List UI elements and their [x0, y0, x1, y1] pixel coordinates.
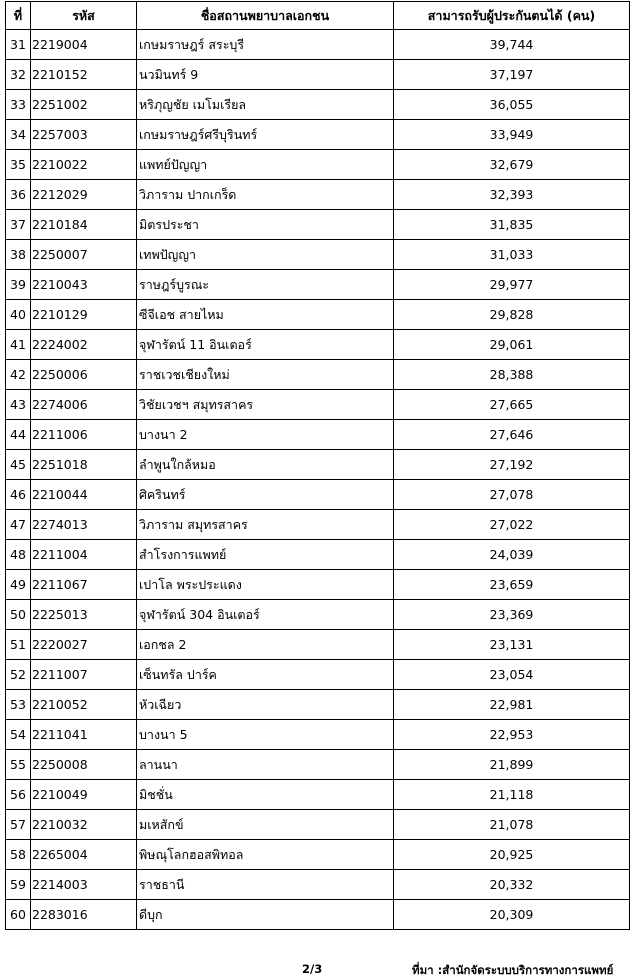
table-row [6, 690, 630, 720]
hospital-code: 2210184 [31, 210, 137, 240]
hospital-name: หริภุญชัย เมโมเรียล [137, 90, 394, 120]
page-number: 2/3 [302, 962, 323, 976]
hospital-name: จุฬารัตน์ 304 อินเตอร์ [137, 600, 394, 630]
row-number: 52 [6, 660, 31, 690]
table-row [6, 480, 630, 510]
capacity-value: 29,828 [394, 300, 630, 330]
hospital-name: มิตรประชา [137, 210, 394, 240]
row-number: 37 [6, 210, 31, 240]
capacity-value: 21,118 [394, 780, 630, 810]
hospital-name: ลานนา [137, 750, 394, 780]
row-number: 46 [6, 480, 31, 510]
capacity-value: 20,332 [394, 870, 630, 900]
hospital-code: 2220027 [31, 630, 137, 660]
row-number: 54 [6, 720, 31, 750]
row-number: 31 [6, 30, 31, 60]
row-number: 53 [6, 690, 31, 720]
capacity-value: 37,197 [394, 60, 630, 90]
row-number: 41 [6, 330, 31, 360]
table-row [6, 210, 630, 240]
capacity-value: 20,925 [394, 840, 630, 870]
table-row [6, 870, 630, 900]
hospital-name: วิชัยเวชฯ สมุทรสาคร [137, 390, 394, 420]
hospital-code: 2219004 [31, 30, 137, 60]
capacity-value: 22,981 [394, 690, 630, 720]
hospital-code: 2283016 [31, 900, 137, 930]
table-row [6, 300, 630, 330]
hospital-name: พิษณุโลกฮอสพิทอล [137, 840, 394, 870]
hospital-code: 2211006 [31, 420, 137, 450]
hospital-name: ราษฎร์บูรณะ [137, 270, 394, 300]
capacity-value: 31,835 [394, 210, 630, 240]
header-hospital-name: ชื่อสถานพยาบาลเอกชน [137, 2, 394, 30]
capacity-value: 27,078 [394, 480, 630, 510]
table-row [6, 660, 630, 690]
hospital-code: 2265004 [31, 840, 137, 870]
table-row [6, 240, 630, 270]
hospital-code: 2210022 [31, 150, 137, 180]
table-row [6, 150, 630, 180]
hospital-code: 2210129 [31, 300, 137, 330]
table-row [6, 360, 630, 390]
row-number: 38 [6, 240, 31, 270]
table-row [6, 840, 630, 870]
hospital-name: ดีบุก [137, 900, 394, 930]
hospital-code: 2274006 [31, 390, 137, 420]
table-row [6, 540, 630, 570]
capacity-value: 24,039 [394, 540, 630, 570]
row-number: 40 [6, 300, 31, 330]
row-number: 59 [6, 870, 31, 900]
header-code: รหัส [31, 2, 137, 30]
table-row [6, 330, 630, 360]
capacity-value: 29,977 [394, 270, 630, 300]
hospital-name: เทพปัญญา [137, 240, 394, 270]
hospital-code: 2212029 [31, 180, 137, 210]
hospital-name: นวมินทร์ 9 [137, 60, 394, 90]
hospital-code: 2250006 [31, 360, 137, 390]
table-row [6, 450, 630, 480]
capacity-value: 28,388 [394, 360, 630, 390]
hospital-name: สำโรงการแพทย์ [137, 540, 394, 570]
hospital-code: 2224002 [31, 330, 137, 360]
table-row [6, 120, 630, 150]
hospital-name: เอกชล 2 [137, 630, 394, 660]
hospital-name: ลำพูนใกล้หมอ [137, 450, 394, 480]
hospital-name: จุฬารัตน์ 11 อินเตอร์ [137, 330, 394, 360]
hospital-code: 2251002 [31, 90, 137, 120]
hospital-code: 2210052 [31, 690, 137, 720]
table-row [6, 90, 630, 120]
hospital-name: เกษมราษฎร์ สระบุรี [137, 30, 394, 60]
row-number: 50 [6, 600, 31, 630]
capacity-value: 23,369 [394, 600, 630, 630]
row-number: 33 [6, 90, 31, 120]
table-row [6, 630, 630, 660]
table-body [6, 30, 630, 930]
capacity-value: 23,659 [394, 570, 630, 600]
table-header-row [6, 2, 630, 30]
table-row [6, 720, 630, 750]
hospital-code: 2210044 [31, 480, 137, 510]
hospital-code: 2210049 [31, 780, 137, 810]
hospital-code: 2257003 [31, 120, 137, 150]
capacity-value: 23,054 [394, 660, 630, 690]
hospital-code: 2274013 [31, 510, 137, 540]
capacity-value: 27,022 [394, 510, 630, 540]
hospital-code: 2250007 [31, 240, 137, 270]
hospital-name: วิภาราม ปากเกร็ด [137, 180, 394, 210]
source-note: ที่มา :สำนักจัดระบบบริการทางการแพทย์ [412, 963, 614, 977]
table-row [6, 60, 630, 90]
hospital-code: 2211067 [31, 570, 137, 600]
capacity-value: 32,393 [394, 180, 630, 210]
row-number: 39 [6, 270, 31, 300]
hospital-code: 2211007 [31, 660, 137, 690]
hospital-code: 2250008 [31, 750, 137, 780]
hospital-code: 2211041 [31, 720, 137, 750]
capacity-value: 21,078 [394, 810, 630, 840]
table-row [6, 900, 630, 930]
hospital-name: ซีจีเอช สายไหม [137, 300, 394, 330]
hospital-code: 2225013 [31, 600, 137, 630]
row-number: 43 [6, 390, 31, 420]
row-number: 49 [6, 570, 31, 600]
row-number: 47 [6, 510, 31, 540]
capacity-value: 27,646 [394, 420, 630, 450]
hospital-code: 2211004 [31, 540, 137, 570]
table-row [6, 750, 630, 780]
capacity-value: 29,061 [394, 330, 630, 360]
hospital-code: 2251018 [31, 450, 137, 480]
table-row [6, 510, 630, 540]
hospital-code: 2214003 [31, 870, 137, 900]
row-number: 55 [6, 750, 31, 780]
hospital-name: บางนา 5 [137, 720, 394, 750]
table-row [6, 390, 630, 420]
table-row [6, 420, 630, 450]
row-number: 51 [6, 630, 31, 660]
hospital-name: เซ็นทรัล ปาร์ค [137, 660, 394, 690]
capacity-value: 20,309 [394, 900, 630, 930]
row-number: 56 [6, 780, 31, 810]
capacity-value: 21,899 [394, 750, 630, 780]
capacity-value: 31,033 [394, 240, 630, 270]
hospital-name: มิชชั่น [137, 780, 394, 810]
hospital-name: บางนา 2 [137, 420, 394, 450]
row-number: 42 [6, 360, 31, 390]
table-row [6, 600, 630, 630]
table-row [6, 270, 630, 300]
capacity-value: 33,949 [394, 120, 630, 150]
table-row [6, 30, 630, 60]
hospital-name: ศิครินทร์ [137, 480, 394, 510]
capacity-value: 36,055 [394, 90, 630, 120]
row-number: 57 [6, 810, 31, 840]
capacity-value: 27,192 [394, 450, 630, 480]
row-number: 35 [6, 150, 31, 180]
hospital-name: หัวเฉียว [137, 690, 394, 720]
row-number: 48 [6, 540, 31, 570]
row-number: 32 [6, 60, 31, 90]
hospital-name: มเหสักข์ [137, 810, 394, 840]
capacity-value: 23,131 [394, 630, 630, 660]
hospital-name: ราชเวชเชียงใหม่ [137, 360, 394, 390]
row-number: 60 [6, 900, 31, 930]
hospital-code: 2210152 [31, 60, 137, 90]
hospital-table [5, 1, 630, 930]
row-number: 44 [6, 420, 31, 450]
row-number: 36 [6, 180, 31, 210]
header-capacity: สามารถรับผู้ประกันตนได้ (คน) [394, 2, 630, 30]
header-no: ที่ [6, 2, 31, 30]
hospital-name: เกษมราษฎร์ศรีบุรินทร์ [137, 120, 394, 150]
hospital-name: แพทย์ปัญญา [137, 150, 394, 180]
row-number: 34 [6, 120, 31, 150]
capacity-value: 27,665 [394, 390, 630, 420]
hospital-code: 2210032 [31, 810, 137, 840]
hospital-name: ราชธานี [137, 870, 394, 900]
table-row [6, 810, 630, 840]
table-row [6, 180, 630, 210]
row-number: 45 [6, 450, 31, 480]
hospital-name: เปาโล พระประแดง [137, 570, 394, 600]
capacity-value: 32,679 [394, 150, 630, 180]
row-number: 58 [6, 840, 31, 870]
table-row [6, 780, 630, 810]
capacity-value: 39,744 [394, 30, 630, 60]
capacity-value: 22,953 [394, 720, 630, 750]
hospital-code: 2210043 [31, 270, 137, 300]
hospital-name: วิภาราม สมุทรสาคร [137, 510, 394, 540]
table-row [6, 570, 630, 600]
